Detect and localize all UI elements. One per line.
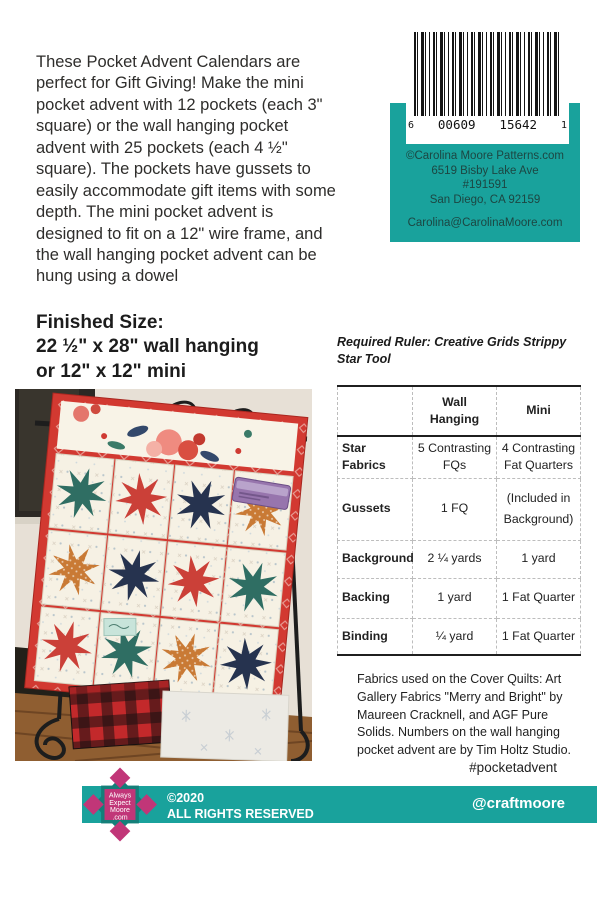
finished-size-heading: Finished Size: <box>36 312 164 333</box>
cell-wall-hanging: 2 ¼ yards <box>413 540 497 578</box>
barcode-left-digit: 6 <box>408 120 415 131</box>
fabrics-note: Fabrics used on the Cover Quilts: Art Gallery Fabrics "Merry and Bright" by Maureen Cracknell, and AGF Pure Solids. Numbers on the wall hanging pocket advent are by Tim Holtz Studio. <box>357 672 571 757</box>
table-row <box>338 578 581 618</box>
col-header-wall-hanging: Wall Hanging <box>413 386 497 436</box>
cell-wall-hanging: 5 Contrasting FQs <box>413 436 497 478</box>
publisher-box-number: #191591 <box>462 179 508 192</box>
col-header-mini: Mini <box>497 386 581 436</box>
intro-paragraph: These Pocket Advent Calendars are perfect for Gift Giving! Make the mini pocket advent with 12 pockets (each 3" square) or the wall hanging pocket advent with 25 pockets (each 4 ½" square). The pockets have gussets to easily accommodate gift items with some depth. The mini pocket advent is designed to fit on a 12" wire frame, and the wall hanging pocket advent can be hung using a dowel <box>36 53 336 286</box>
barcode-right-digit: 1 <box>560 120 567 131</box>
logo-line-4: .com <box>112 814 128 822</box>
cell-mini: 1 Fat Quarter <box>497 578 581 618</box>
row-label: Background <box>338 540 413 578</box>
copyright-year: ©2020 <box>167 791 205 805</box>
row-label: Gussets <box>338 478 413 540</box>
barcode-digits <box>408 117 567 132</box>
table-row <box>338 436 581 478</box>
publisher-street: 6519 Bisby Lake Ave <box>431 164 539 177</box>
col-header-blank <box>338 386 413 436</box>
finished-size-mini: or 12" x 12" mini <box>36 360 187 382</box>
row-label: Backing <box>338 578 413 618</box>
cell-wall-hanging: 1 FQ <box>413 478 497 540</box>
cell-mini: 1 yard <box>497 540 581 578</box>
barcode-bars <box>414 32 561 116</box>
publisher-city: San Diego, CA 92159 <box>429 193 541 206</box>
rights-reserved: ALL RIGHTS RESERVED <box>167 807 314 822</box>
logo-line-2: Expect <box>109 799 131 807</box>
cell-wall-hanging: ¼ yard <box>413 618 497 655</box>
publisher-name: ©Carolina Moore Patterns.com <box>405 150 565 162</box>
table-row <box>338 540 581 578</box>
photo-quilt <box>25 393 308 712</box>
social-handle: @craftmoore <box>472 795 565 812</box>
barcode-group1: 00609 <box>437 117 476 132</box>
photo-white-box <box>161 691 289 761</box>
cover-photo <box>15 389 312 761</box>
row-label: Binding <box>338 618 413 655</box>
table-row <box>338 618 581 655</box>
brand-logo <box>77 761 163 848</box>
cell-wall-hanging: 1 yard <box>413 578 497 618</box>
publisher-email: Carolina@CarolinaMoore.com <box>407 217 563 230</box>
barcode-group2: 15642 <box>499 117 538 132</box>
finished-size <box>36 311 259 384</box>
table-header-row <box>338 386 581 436</box>
finished-size-wall: 22 ½" x 28" wall hanging <box>36 336 259 358</box>
logo-line-3: Moore <box>110 807 130 815</box>
cell-mini: 1 Fat Quarter <box>497 618 581 655</box>
materials-table <box>337 385 581 656</box>
row-label: Star Fabrics <box>338 436 413 478</box>
photo-plaid-box <box>69 680 173 749</box>
copyright-block <box>167 790 314 823</box>
logo-line-1: Always <box>108 792 132 800</box>
barcode <box>406 26 569 144</box>
cell-mini: (Included in Background) <box>497 478 581 540</box>
table-row <box>338 478 581 540</box>
cell-mini: 4 Contrasting Fat Quarters <box>497 436 581 478</box>
hashtag: #pocketadvent <box>469 760 557 775</box>
required-ruler-note: Required Ruler: Creative Grids Strippy Star Tool <box>337 335 567 366</box>
photo-gift-tag <box>104 618 136 635</box>
